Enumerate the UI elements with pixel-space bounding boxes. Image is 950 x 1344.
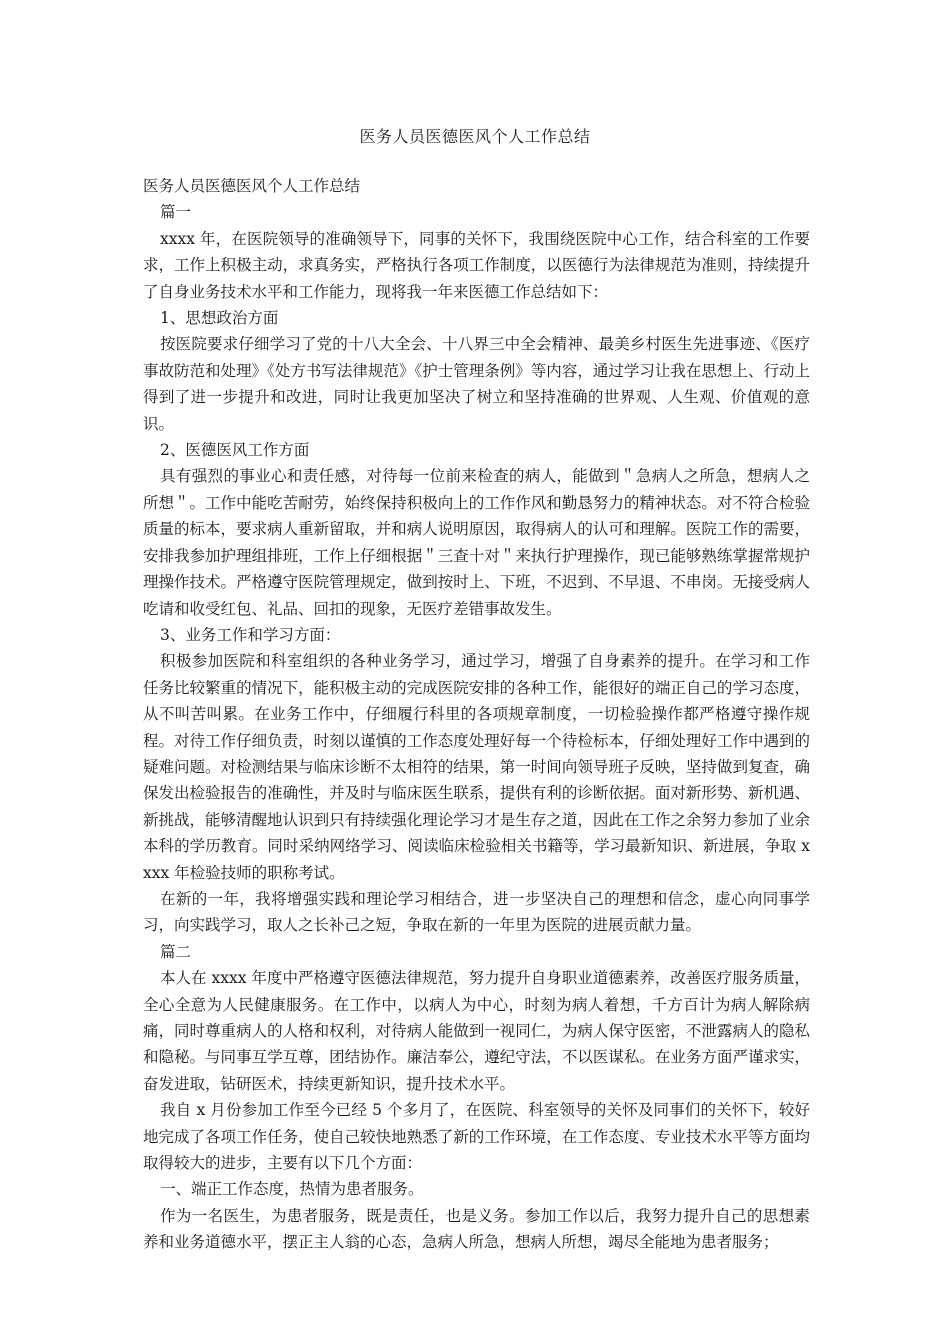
section-label-part-two: 篇二 xyxy=(160,942,192,961)
document-body xyxy=(143,173,810,1256)
body-heading: 医务人员医德医风个人工作总结 xyxy=(143,177,361,195)
heading-attitude: 一、端正工作态度，热情为患者服务。 xyxy=(160,1180,424,1199)
heading-ethics: 2、医德医风工作方面 xyxy=(160,441,310,460)
document-title: 医务人员医德医风个人工作总结 xyxy=(359,127,591,146)
heading-political: 1、思想政治方面 xyxy=(160,309,279,328)
paragraph-part-two-intro: 本人在 xxxx 年度中严格遵守医德法律规范，努力提升自身职业道德素养，改善医疗服务质量，全心全意为人民健康服务。在工作中，以病人为中心，时刻为病人着想，千方百计为病人解除病痛，同时尊重病人的人格和权利，对待病人能做到一视同仁，为病人保守医密，不泄露病人的隐私和隐秘。与同事互学互尊，团结协作。廉洁奉公，遵纪守法，不以医谋私。在业务方面严谨求实，奋发进取，钻研医术，持续更新知识，提升技术水平。 xyxy=(143,969,810,1093)
section-label-part-one: 篇一 xyxy=(160,203,192,222)
paragraph-ethics: 具有强烈的事业心和责任感，对待每一位前来检查的病人，能做到＂急病人之所急，想病人之所想＂。工作中能吃苦耐劳，始终保持积极向上的工作作风和勤恳努力的精神状态。对不符合检验质量的标本，要求病人重新留取，并和病人说明原因，取得病人的认可和理解。医院工作的需要，安排我参加护理组排班，工作上仔细根据＂三查十对＂来执行护理操作，现已能够熟练掌握常规护理操作技术。严格遵守医院管理规定，做到按时上、下班，不迟到、不早退、不串岗。无接受病人吃请和收受红包、礼品、回扣的现象，无医疗差错事故发生。 xyxy=(143,467,810,618)
paragraph-part-two-progress: 我自 x 月份参加工作至今已经 5 个多月了，在医院、科室领导的关怀及同事们的关怀下，较好地完成了各项工作任务，使自己较快地熟悉了新的工作环境，在工作态度、专业技术水平等方面均取得较大的进步，主要有以下几个方面： xyxy=(143,1101,810,1173)
paragraph-political: 按医院要求仔细学习了党的十八大全会、十八界三中全会精神、最美乡村医生先进事迹、《医疗事故防范和处理》《处方书写法律规范》《护士管理条例》等内容，通过学习让我在思想上、行动上得到了进一步提升和改进，同时让我更加坚决了树立和坚持准确的世界观、人生观、价值观的意识。 xyxy=(143,335,810,433)
paragraph-intro: xxxx 年，在医院领导的准确领导下，同事的关怀下，我围绕医院中心工作，结合科室的工作要求，工作上积极主动，求真务实，严格执行各项工作制度，以医德行为法律规范为准则，持续提升了自身业务技术水平和工作能力，现将我一年来医德工作总结如下： xyxy=(143,229,810,301)
heading-business: 3、业务工作和学习方面： xyxy=(160,625,341,644)
paragraph-business: 积极参加医院和科室组织的各种业务学习，通过学习，增强了自身素养的提升。在学习和工作任务比较繁重的情况下，能积极主动的完成医院安排的各种工作，能很好的端正自己的学习态度，从不叫苦叫累。在业务工作中，仔细履行科里的各项规章制度，一切检验操作都严格遵守操作规程。对待工作仔细负责，时刻以谨慎的工作态度处理好每一个待检标本，仔细处理好工作中遇到的疑难问题。对检测结果与临床诊断不太相符的结果，第一时间向领导班子反映，坚持做到复查，确保发出检验报告的准确性，并及时与临床医生联系，提供有利的诊断依据。面对新形势、新机遇、新挑战，能够清醒地认识到只有持续强化理论学习才是生存之道，因此在工作之余努力参加了业余本科的学历教育。同时采纳网络学习、阅读临床检验相关书籍等，学习最新知识、新进展，争取 xxxx 年检验技师的职称考试。 xyxy=(143,652,810,882)
paragraph-new-year: 在新的一年，我将增强实践和理论学习相结合，进一步坚决自己的理想和信念，虚心向同事学习，向实践学习，取人之长补己之短，争取在新的一年里为医院的进展贡献力量。 xyxy=(143,889,810,935)
paragraph-attitude: 作为一名医生，为患者服务，既是责任，也是义务。参加工作以后，我努力提升自己的思想素养和业务道德水平，摆正主人翁的心态，急病人所急，想病人所想，竭尽全能地为患者服务； xyxy=(143,1206,810,1252)
